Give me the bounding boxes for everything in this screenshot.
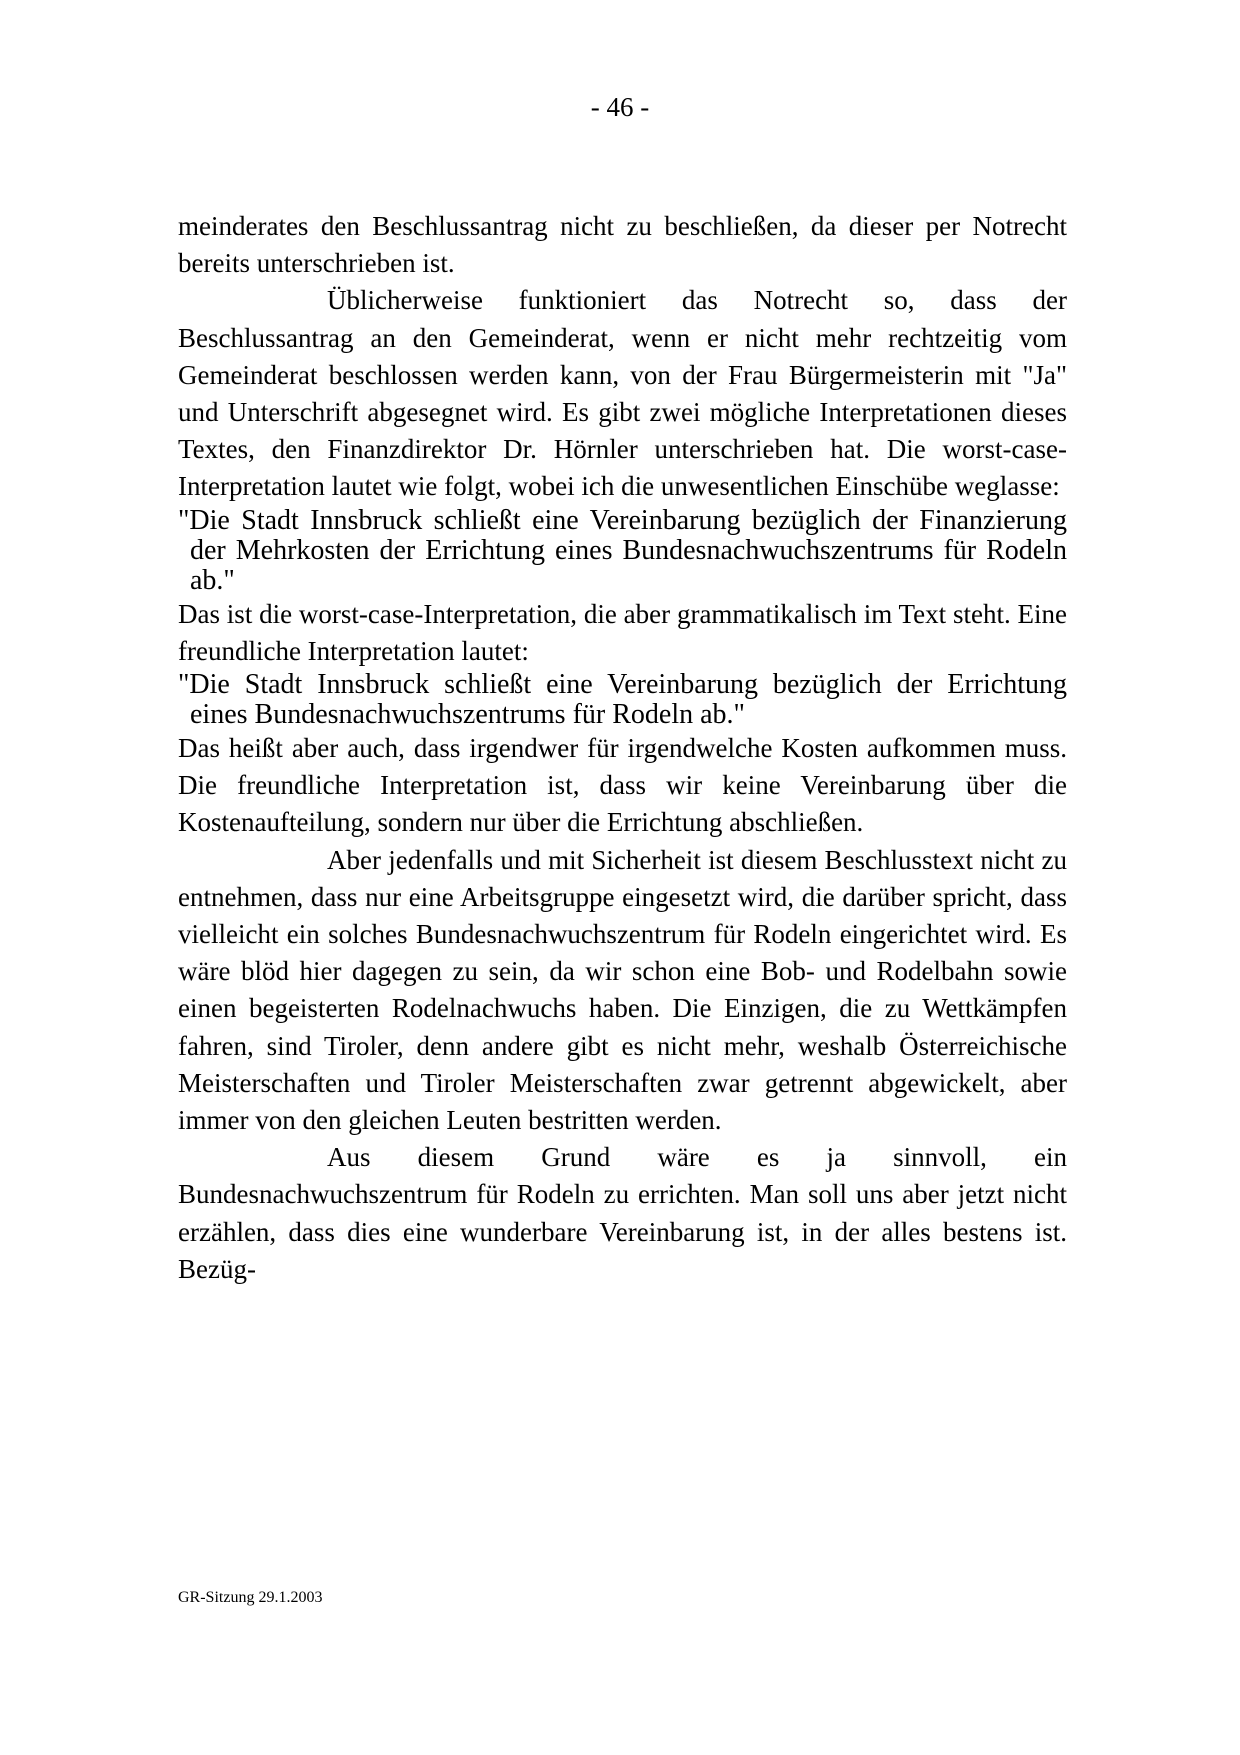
paragraph: Aus diesem Grund wäre es ja sinnvoll, ein Bundesnachwuchszentrum für Rodeln zu errichten. Man soll uns aber jetzt nicht erzählen, dass dies eine wunderbare Vereinbarung ist, in der alles bestens ist. Bezüg-	[178, 1142, 1067, 1284]
paragraph: Das heißt aber auch, dass irgendwer für irgendwelche Kosten aufkommen muss. Die freundliche Interpretation ist, dass wir keine Vereinbarung über die Kostenaufteilung, sondern nur über die Errichtung abschließen.	[178, 733, 1067, 838]
paragraph: Aber jedenfalls und mit Sicherheit ist diesem Beschlusstext nicht zu entnehmen, dass nur eine Arbeitsgruppe eingesetzt wird, die darüber spricht, dass vielleicht ein solches Bundesnachwuchszentrum für Rodeln eingerichtet wird. Es wäre blöd hier dagegen zu sein, da wir schon eine Bob- und Rodelbahn sowie einen begeisterten Rodelnachwuchs haben. Die Einzigen, die zu Wettkämpfen fahren, sind Tiroler, denn andere gibt es nicht mehr, weshalb Österreichische Meisterschaften und Tiroler Meisterschaften zwar getrennt abgewickelt, aber immer von den gleichen Leuten bestritten werden.	[178, 844, 1067, 1136]
block-quote: "Die Stadt Innsbruck schließt eine Vereinbarung bezüglich der Finanzierung der Mehrkosten der Errichtung eines Bundesnachwuchszentrums für Rodeln ab."	[178, 504, 1067, 596]
footer-session-date: GR-Sitzung 29.1.2003	[178, 1589, 323, 1606]
document-body	[178, 208, 1067, 1288]
paragraph: Üblicherweise funktioniert das Notrecht so, dass der Beschlussantrag an den Gemeinderat, wenn er nicht mehr rechtzeitig vom Gemeinderat beschlossen werden kann, von der Frau Bürgermeisterin mit "Ja" und Unterschrift abgesegnet wird. Es gibt zwei mögliche Interpretationen dieses Textes, den Finanzdirektor Dr. Hörnler unterschrieben hat. Die worst-case-Interpretation lautet wie folgt, wobei ich die unwesentlichen Einschübe weglasse:	[178, 285, 1067, 502]
page-number: - 46 -	[590, 92, 650, 122]
block-quote: "Die Stadt Innsbruck schließt eine Vereinbarung bezüglich der Errichtung eines Bundesnachwuchszentrums für Rodeln ab."	[178, 669, 1067, 731]
paragraph: Das ist die worst-case-Interpretation, die aber grammatikalisch im Text steht. Eine freundliche Interpretation lautet:	[178, 598, 1067, 666]
paragraph: meinderates den Beschlussantrag nicht zu beschließen, da dieser per Notrecht bereits unterschrieben ist.	[178, 211, 1067, 279]
